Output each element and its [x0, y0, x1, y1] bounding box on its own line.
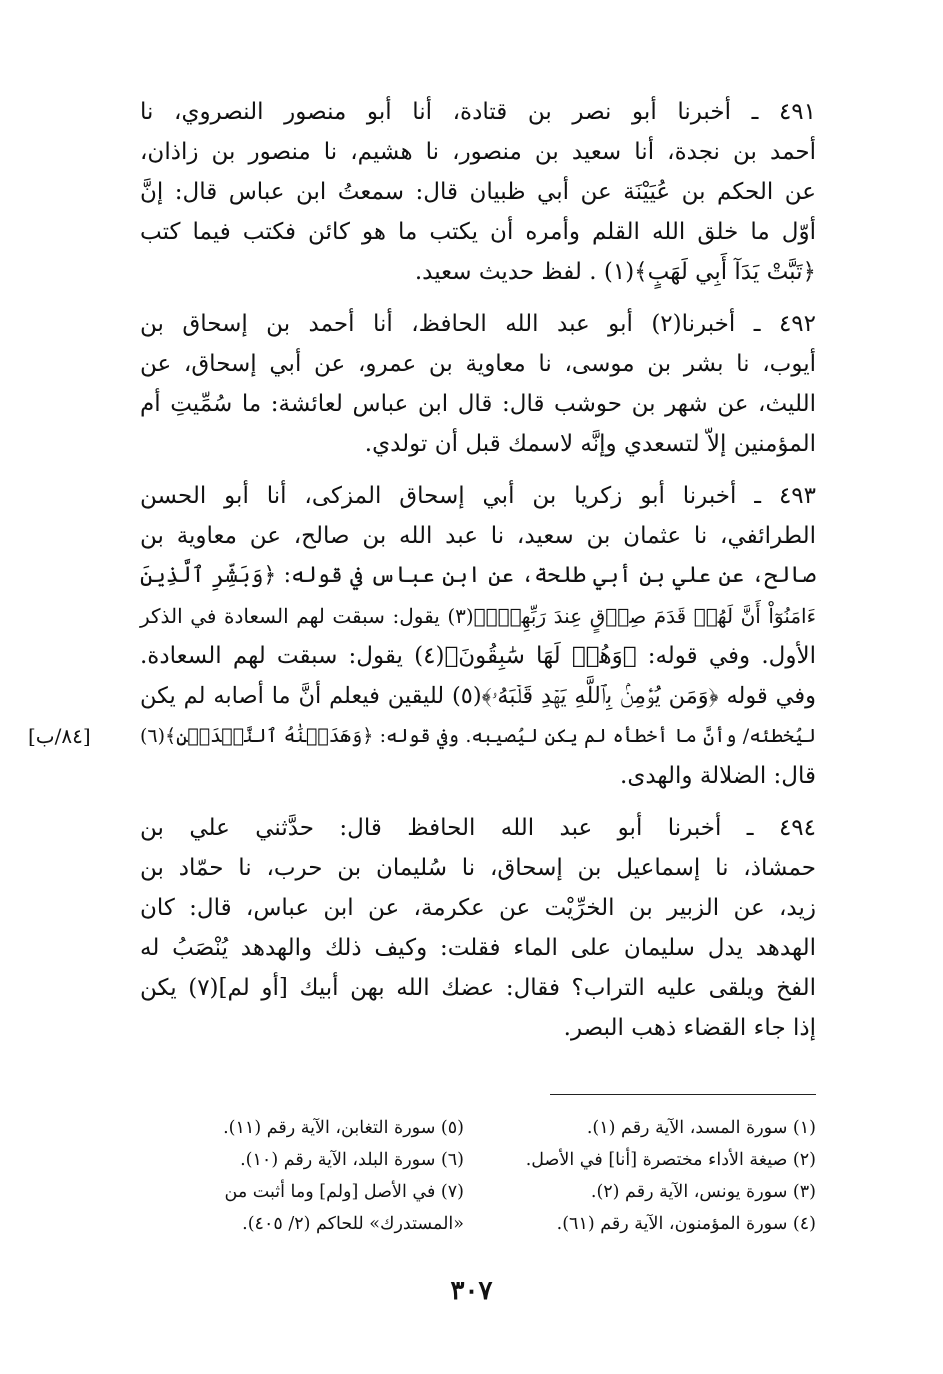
- text-line: الفخ ويلقى عليه التراب؟ فقال: عضك الله بهن أبيك [أو لم](٧) يكن: [140, 975, 816, 1001]
- footnote-row: [128, 1144, 816, 1176]
- footnote-6: (٦) سورة البلد، الآية رقم (١٠).: [240, 1150, 464, 1170]
- text-line: ٤٩٤ ـ أخبرنا أبو عبد الله الحافظ قال: حدَّثني علي بن: [140, 815, 816, 841]
- text-line: الأول. وفي قوله: ﴿وَهُمۡ لَهَا سَٰبِقُونَ﴾(٤) يقول: سبقت لهم السعادة.: [140, 643, 816, 669]
- footnote-row: [128, 1208, 816, 1240]
- main-text: [140, 92, 816, 1060]
- footnote-7: (٧) في الأصل [ولم] وما أثبت من: [224, 1182, 464, 1202]
- hadith-492: [140, 304, 816, 464]
- text-line: ٤٩٢ ـ أخبرنا(٢) أبو عبد الله الحافظ، أنا أحمد بن إسحاق بن: [140, 311, 816, 337]
- page-number: ٣٠٧: [450, 1276, 493, 1306]
- footnote-row: [128, 1176, 816, 1208]
- hadith-491: [140, 92, 816, 292]
- text-line: ﴿تَبَّتْ يَدَآ أَبِي لَهَبٍ﴾(١) . لفظ حديث سعيد.: [414, 259, 816, 285]
- hadith-493: [140, 476, 816, 796]
- footnote-1: (١) سورة المسد، الآية رقم (١).: [586, 1118, 816, 1138]
- text-line: قال: الضلالة والهدى.: [620, 763, 816, 789]
- text-line: حمشاذ، نا إسماعيل بن إسحاق، نا سُليمان بن حرب، نا حمّاد بن: [140, 855, 816, 881]
- footnote-3: (٣) سورة يونس، الآية رقم (٢).: [590, 1182, 816, 1202]
- text-line: ٤٩١ ـ أخبرنا أبو نصر بن قتادة، أنا أبو منصور النصروي، نا: [140, 99, 816, 125]
- footnote-7-continued: «المستدرك» للحاكم (٢/ ٤٠٥).: [242, 1214, 464, 1234]
- text-line: وفي قوله ﴿وَمَن يُؤۡمِنۢ بِٱللَّهِ يَهۡدِ قَلۡبَهُۥ﴾(٥) لليقين فيعلم أنَّ ما أصابه لم يكن: [140, 683, 816, 709]
- text-line: إذا جاء القضاء ذهب البصر.: [563, 1015, 816, 1041]
- hadith-494: [140, 808, 816, 1048]
- footnote-row: [128, 1112, 816, 1144]
- text-line: صالح، عن علي بن أبي طلحة، عن ابن عباس في قوله: ﴿وَبَشِّرِ ٱلَّذِينَ: [140, 563, 816, 588]
- text-line: أوّل ما خلق الله القلم وأمره أن يكتب ما هو كائن فكتب فيما كتب: [140, 219, 816, 245]
- text-line: الطرائفي، نا عثمان بن سعيد، نا عبد الله بن صالح، عن معاوية بن: [140, 523, 816, 549]
- text-line: عن الحكم بن عُيَيْنَة عن أبي ظبيان قال: سمعتُ ابن عباس قال: إنَّ: [140, 179, 816, 205]
- text-line: الليث، عن شهر بن حوشب قال: قال ابن عباس لعائشة: ما سُمِّيتِ أم: [140, 391, 816, 417]
- text-line: أحمد بن نجدة، أنا سعيد بن منصور، نا هشيم، نا منصور بن زاذان،: [140, 139, 816, 165]
- footnote-2: (٢) صيغة الأداء مختصرة [أنا] في الأصل.: [525, 1150, 816, 1170]
- text-line: ٤٩٣ ـ أخبرنا أبو زكريا بن أبي إسحاق المزكى، أنا أبو الحسن: [140, 483, 816, 509]
- text-line: الهدهد يدل سليمان على الماء فقلت: وكيف ذلك والهدهد يُنْصَبُ له: [140, 935, 816, 961]
- footnote-5: (٥) سورة التغابن، الآية رقم (١١).: [223, 1118, 464, 1138]
- text-line: زيد، عن الزبير بن الخرِّيْت عن عكرمة، عن ابن عباس، قال: كان: [140, 895, 816, 921]
- text-line: ليُخطئه/ وأنَّ ما أخطأه لم يكن ليُصيبه. وفي قوله: ﴿وَهَدَيۡنَٰهُ ٱلنَّجۡدَيۡنِ﴾(٦): [140, 725, 816, 747]
- text-line: أيوب، نا بشر بن موسى، نا معاوية بن عمرو، عن أبي إسحاق، عن: [140, 351, 816, 377]
- text-line: المؤمنين إلاّ لتسعدي وإنَّه لاسمك قبل أن تولدي.: [364, 431, 816, 457]
- manuscript-folio-marker: [٨٤/ب]: [28, 724, 91, 748]
- footnote-separator: [550, 1094, 816, 1095]
- footnote-4: (٤) سورة المؤمنون، الآية رقم (٦١).: [556, 1214, 816, 1234]
- footnotes: [128, 1112, 816, 1240]
- text-line: ءَامَنُوٓاْ أَنَّ لَهُمۡ قَدَمَ صِدۡقٍ عِندَ رَبِّهِمۡۗ﴾(٣) يقول: سبقت لهم السعادة في الذكر: [140, 604, 816, 628]
